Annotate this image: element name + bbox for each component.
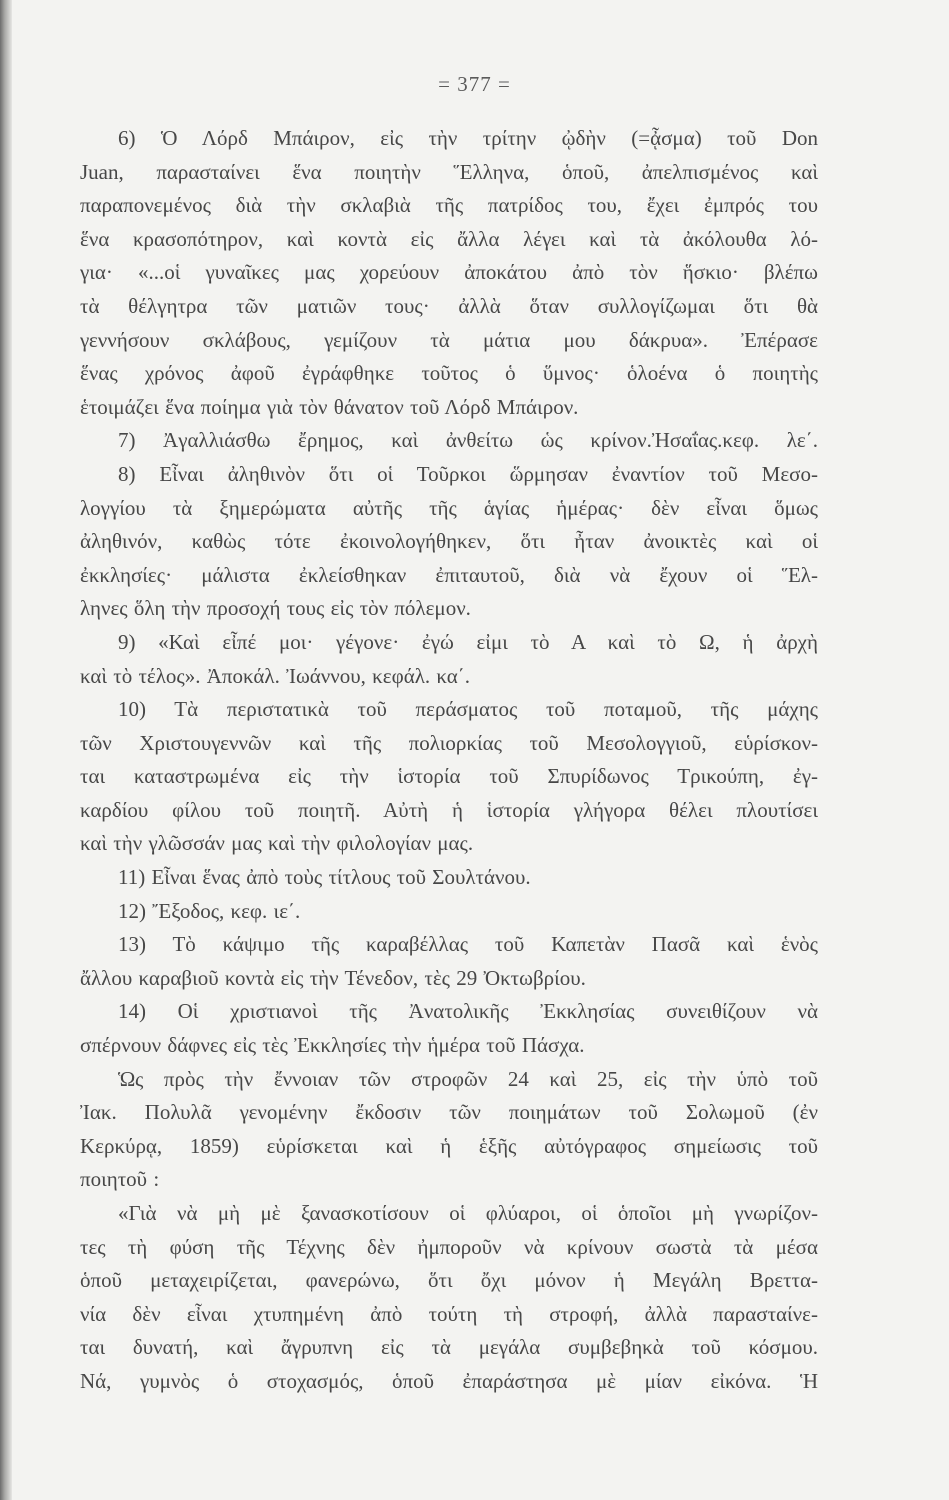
page-number: = 377 = (438, 72, 511, 96)
text-line: ἄλλου καραβιοῦ κοντὰ εἰς τὴν Τένεδον, τὲς 29 Ὀκτωβρίου. (80, 965, 586, 990)
text-line: ται δυνατή, καὶ ἄγρυπνη εἰς τὰ μεγάλα συμβεβηκὰ τοῦ κόσμου. (80, 1335, 818, 1360)
text-line: Juan, παρασταίνει ἕνα ποιητὴν Ἕλληνα, ὁποῦ, ἀπελπισμένος καὶ (80, 159, 818, 184)
text-line: 14) Οἱ χριστιανοὶ τῆς Ἀνατολικῆς Ἐκκλησίας συνειθίζουν νὰ (118, 999, 818, 1024)
text-line: τῶν Χριστουγεννῶν καὶ τῆς πολιορκίας τοῦ Μεσολογγιοῦ, εὑρίσκον- (80, 730, 818, 755)
text-line: 13) Τὸ κάψιμο τῆς καραβέλλας τοῦ Καπετὰν Πασᾶ καὶ ἑνὸς (118, 932, 818, 957)
text-line: σπέρνουν δάφνες εἰς τὲς Ἐκκλησίες τὴν ἡμέρα τοῦ Πάσχα. (80, 1033, 585, 1058)
text-line: ἀληθινόν, καθὼς τότε ἐκοινολογήθηκεν, ὅτι ἦταν ἀνοικτὲς καὶ οἱ (80, 529, 818, 554)
text-line: ἕνα κρασοπότηρον, καὶ κοντὰ εἰς ἄλλα λέγει καὶ τὰ ἀκόλουθα λό- (80, 226, 818, 251)
text-line: 12) Ἔξοδος, κεφ. ιε΄. (118, 898, 301, 923)
text-line: παραπονεμένος διὰ τὴν σκλαβιὰ τῆς πατρίδος του, ἔχει ἐμπρός του (80, 193, 818, 218)
text-line: ἐκκλησίες· μάλιστα ἐκλείσθηκαν ἐπιταυτοῦ, διὰ νὰ ἔχουν οἱ Ἕλ- (80, 562, 818, 587)
text-line: 9) «Καὶ εἶπέ μοι· γέγονε· ἐγώ εἰμι τὸ Α καὶ τὸ Ω, ἡ ἀρχὴ (118, 629, 818, 654)
text-line: καὶ τὴν γλῶσσάν μας καὶ τὴν φιλολογίαν μας. (80, 831, 474, 856)
text-line: για· «...οἱ γυναῖκες μας χορεύουν ἀποκάτου ἀπὸ τὸν ἥσκιο· βλέπω (80, 260, 818, 285)
text-line: τες τὴ φύση τῆς Τέχνης δὲν ἠμποροῦν νὰ κρίνουν σωστὰ τὰ μέσα (80, 1234, 818, 1259)
text-line: λογγίου τὰ ξημερώματα αὐτῆς τῆς ἁγίας ἡμέρας· δὲν εἶναι ὅμως (80, 495, 818, 520)
text-line: 7) Ἀγαλλιάσθω ἔρημος, καὶ ἀνθείτω ὡς κρίνον.Ἠσαΐας.κεφ. λε΄. (118, 428, 818, 453)
text-line: τὰ θέλγητρα τῶν ματιῶν τους· ἀλλὰ ὅταν συλλογίζωμαι ὅτι θὰ (80, 293, 818, 318)
text-line: 6) Ὁ Λόρδ Μπάιρον, εἰς τὴν τρίτην ᾠδὴν (=ᾆσμα) τοῦ Don (118, 126, 818, 150)
page-body (80, 122, 818, 1399)
text-line: 8) Εἶναι ἀληθινὸν ὅτι οἱ Τοῦρκοι ὥρμησαν ἐναντίον τοῦ Μεσο- (118, 461, 818, 486)
text-line: ληνες ὅλη τὴν προσοχή τους εἰς τὸν πόλεμον. (80, 596, 471, 621)
text-line: ται καταστρωμένα εἰς τὴν ἱστορία τοῦ Σπυρίδωνος Τρικούπη, ἐγ- (80, 764, 818, 789)
scan-edge-shadow (0, 0, 12, 1500)
text-line: Νά, γυμνὸς ὁ στοχασμός, ὁποῦ ἐπαράστησα μὲ μίαν εἰκόνα. Ἡ (80, 1368, 818, 1393)
text-line: καὶ τὸ τέλος». Ἀποκάλ. Ἰωάννου, κεφάλ. κα΄. (80, 663, 471, 688)
text-line: ποιητοῦ : (80, 1167, 160, 1192)
text-line: ἕνας χρόνος ἀφοῦ ἐγράφθηκε τοῦτος ὁ ὕμνος· ὁλοένα ὁ ποιητὴς (80, 361, 818, 386)
text-line: Κερκύρᾳ, 1859) εὑρίσκεται καὶ ἡ ἑξῆς αὐτόγραφος σημείωσις τοῦ (80, 1133, 818, 1158)
text-line: Ἰακ. Πολυλᾶ γενομένην ἔκδοσιν τῶν ποιημάτων τοῦ Σολωμοῦ (ἐν (80, 1100, 818, 1125)
text-line: νία δὲν εἶναι χτυπημένη ἀπὸ τούτη τὴ στροφή, ἀλλὰ παρασταίνε- (80, 1301, 818, 1326)
text-line: «Γιὰ νὰ μὴ μὲ ξανασκοτίσουν οἱ φλύαροι, οἱ ὁποῖοι μὴ γνωρίζον- (118, 1201, 818, 1225)
text-line: ὁποῦ μεταχειρίζεται, φανερώνω, ὅτι ὄχι μόνον ἡ Μεγάλη Βρεττα- (80, 1268, 818, 1293)
text-line: 10) Τὰ περιστατικὰ τοῦ περάσματος τοῦ ποταμοῦ, τῆς μάχης (118, 697, 818, 722)
text-line: ἑτοιμάζει ἕνα ποίημα γιὰ τὸν θάνατον τοῦ Λόρδ Μπάιρον. (80, 394, 579, 419)
text-line: γεννήσουν σκλάβους, γεμίζουν τὰ μάτια μου δάκρυα». Ἐπέρασε (80, 327, 818, 352)
text-line: Ὡς πρὸς τὴν ἔννοιαν τῶν στροφῶν 24 καὶ 25, εἰς τὴν ὑπὸ τοῦ (118, 1066, 818, 1091)
text-line: καρδίου φίλου τοῦ ποιητῆ. Αὐτὴ ἡ ἱστορία γλήγορα θέλει πλουτίσει (80, 797, 818, 822)
text-line: 11) Εἶναι ἕνας ἀπὸ τοὺς τίτλους τοῦ Σουλτάνου. (118, 865, 531, 890)
